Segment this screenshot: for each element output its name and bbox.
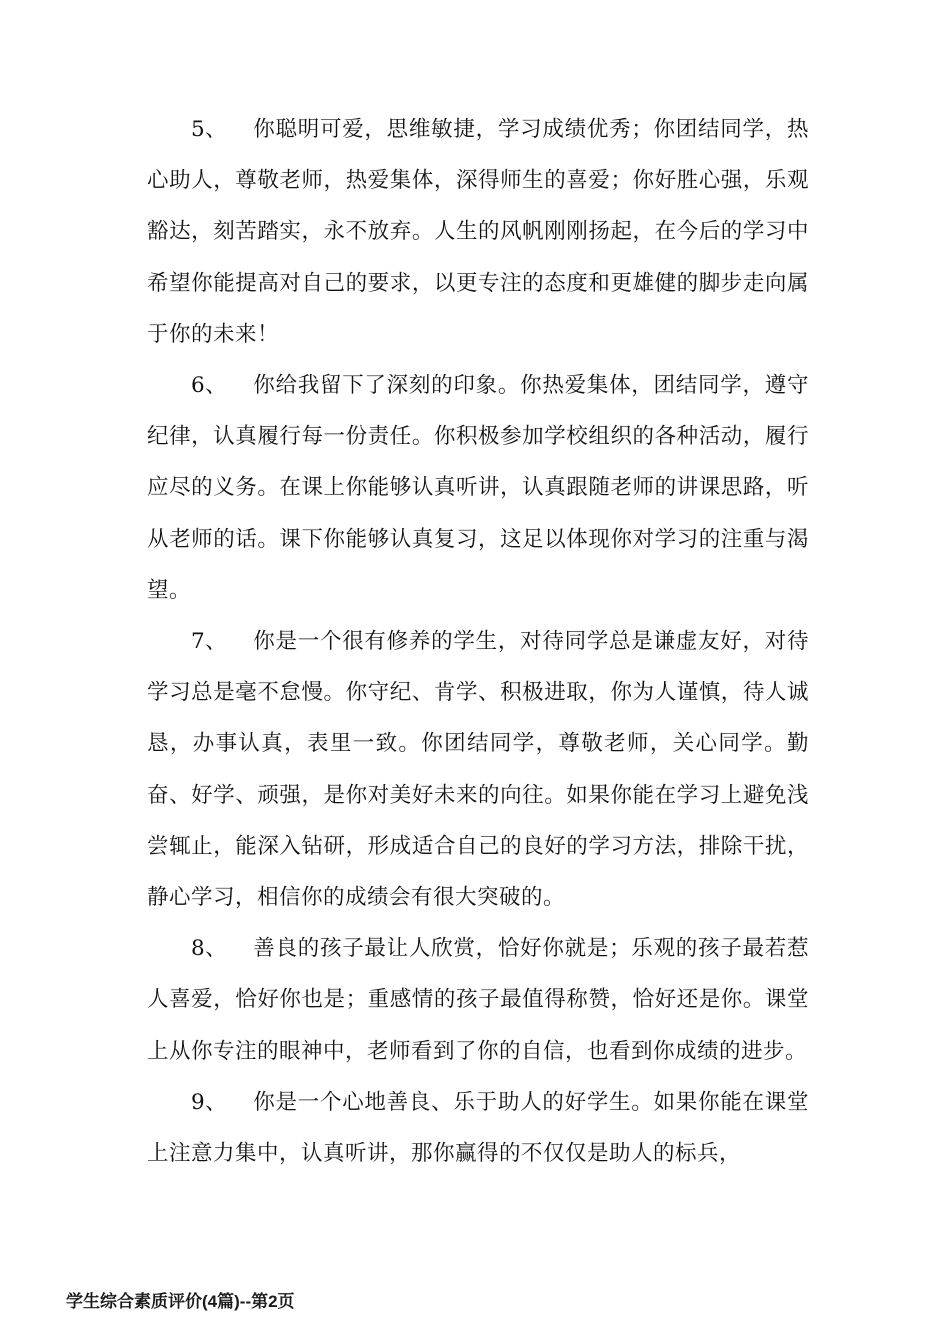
paragraph-7	[147, 616, 809, 923]
paragraph-text: 你是一个很有修养的学生，对待同学总是谦虚友好，对待学习总是毫不怠慢。你守纪、肯学、积极进取，你为人谨慎，待人诚恳，办事认真，表里一致。你团结同学，尊敬老师，关心同学。勤奋、好学、顽强，是你对美好未来的向往。如果你能在学习上避免浅尝辄止，能深入钻研，形成适合自己的良好的学习方法，排除干扰，静心学习，相信你的成绩会有很大突破的。	[147, 629, 809, 911]
paragraph-text: 你聪明可爱，思维敏捷，学习成绩优秀；你团结同学，热心助人，尊敬老师，热爱集体，深得师生的喜爱；你好胜心强，乐观豁达，刻苦踏实，永不放弃。人生的风帆刚刚扬起，在今后的学习中希望你能提高对自己的要求，以更专注的态度和更雄健的脚步走向属于你的未来！	[147, 117, 809, 347]
paragraph-number: 5、	[191, 117, 228, 142]
paragraph-5	[147, 104, 809, 360]
paragraph-text: 你给我留下了深刻的印象。你热爱集体，团结同学，遵守纪律，认真履行每一份责任。你积极参加学校组织的各种活动，履行应尽的义务。在课上你能够认真听讲，认真跟随老师的讲课思路，听从老师的话。课下你能够认真复习，这足以体现你对学习的注重与渴望。	[147, 373, 809, 603]
paragraph-text: 善良的孩子最让人欣赏，恰好你就是；乐观的孩子最若惹人喜爱，恰好你也是；重感情的孩子最值得称赞，恰好还是你。课堂上从你专注的眼神中，老师看到了你的自信，也看到你成绩的进步。	[147, 936, 809, 1064]
paragraph-8	[147, 923, 809, 1077]
document-body	[147, 104, 809, 1179]
paragraph-number: 7、	[191, 629, 228, 655]
paragraph-9	[147, 1077, 809, 1179]
paragraph-6	[147, 360, 809, 616]
paragraph-number: 6、	[191, 373, 228, 399]
paragraph-text: 你是一个心地善良、乐于助人的好学生。如果你能在课堂上注意力集中，认真听讲，那你赢得的不仅仅是助人的标兵，	[147, 1089, 809, 1167]
paragraph-number: 8、	[191, 936, 228, 962]
paragraph-number: 9、	[191, 1089, 228, 1115]
page-footer: 学生综合素质评价(4篇)--第2页	[66, 1292, 295, 1311]
